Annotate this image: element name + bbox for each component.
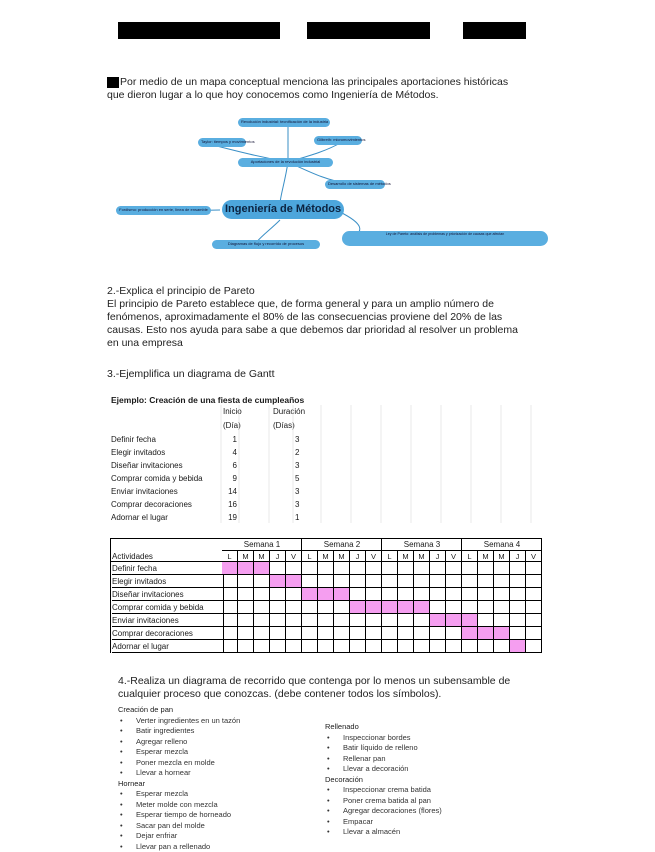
task-start: 14	[201, 487, 237, 496]
gantt-cell	[430, 601, 446, 614]
gantt-example-title: Ejemplo: Creación de una fiesta de cumpleaños	[111, 395, 304, 405]
gantt-cell	[334, 575, 350, 588]
gantt-cell	[238, 614, 254, 627]
gantt-cell	[398, 588, 414, 601]
gantt-week-separator	[541, 538, 542, 550]
gantt-cell	[398, 614, 414, 627]
q1-line1: Por medio de un mapa conceptual menciona las principales aportaciones históricas	[120, 76, 508, 88]
gantt-cell	[254, 588, 270, 601]
task-start: 19	[201, 513, 237, 522]
gantt-cell	[350, 575, 366, 588]
gantt-day-label: V	[286, 550, 302, 562]
gantt-cell	[270, 588, 286, 601]
gantt-day-label: L	[302, 550, 318, 562]
task-name: Diseñar invitaciones	[111, 461, 183, 470]
process-step: • Poner mezcla en molde	[118, 758, 318, 769]
gantt-cell	[414, 588, 430, 601]
gantt-cell	[414, 575, 430, 588]
q2-title: 2.-Explica el principio de Pareto	[107, 285, 255, 298]
gantt-cell	[318, 640, 334, 653]
task-name: Definir fecha	[111, 435, 156, 444]
concept-map	[110, 112, 550, 257]
gantt-bar-cell	[270, 575, 286, 588]
gantt-cell	[510, 614, 526, 627]
process-step-list	[325, 733, 525, 775]
gantt-cell	[350, 562, 366, 575]
gantt-cell	[446, 562, 462, 575]
gantt-cell	[398, 640, 414, 653]
gantt-cell	[318, 601, 334, 614]
task-name: Comprar comida y bebida	[111, 474, 203, 483]
task-start: 9	[201, 474, 237, 483]
gantt-cell	[494, 588, 510, 601]
process-step: • Sacar pan del molde	[118, 821, 318, 832]
gantt-cell	[398, 575, 414, 588]
gantt-cell	[494, 575, 510, 588]
gantt-bar-cell	[222, 562, 238, 575]
process-step: • Agregar decoraciones (flores)	[325, 806, 525, 817]
gantt-cell	[254, 601, 270, 614]
q4-title-1: 4.-Realiza un diagrama de recorrido que contenga por lo menos un subensamble de	[118, 675, 510, 688]
gantt-cell	[414, 614, 430, 627]
gantt-day-label: M	[478, 550, 494, 562]
process-step: • Meter molde con mezcla	[118, 800, 318, 811]
gantt-cell	[430, 588, 446, 601]
gantt-cell	[462, 575, 478, 588]
gantt-day-label: J	[270, 550, 286, 562]
gantt-day-label: M	[414, 550, 430, 562]
gantt-day-label: M	[494, 550, 510, 562]
gantt-cell	[302, 562, 318, 575]
gantt-day-label: J	[430, 550, 446, 562]
gantt-cell	[382, 575, 398, 588]
gantt-cell	[238, 627, 254, 640]
task-duration: 3	[295, 487, 299, 496]
q1-text	[120, 76, 508, 89]
gantt-cell	[510, 601, 526, 614]
q4-title-2: cualquier proceso que conozcas. (debe contener todos los símbolos).	[118, 688, 441, 701]
process-step: • Dejar enfriar	[118, 831, 318, 842]
gantt-day-label: M	[254, 550, 270, 562]
gantt-day-label: J	[510, 550, 526, 562]
gantt-cell	[398, 562, 414, 575]
gantt-bar-cell	[430, 614, 446, 627]
gantt-cell	[462, 601, 478, 614]
gantt-cell	[302, 575, 318, 588]
gantt-bar-cell	[318, 588, 334, 601]
gantt-day-label: V	[526, 550, 542, 562]
gantt-cell	[462, 640, 478, 653]
gantt-bar-cell	[494, 627, 510, 640]
gantt-day-label: M	[318, 550, 334, 562]
gantt-cell	[302, 627, 318, 640]
concept-node-gilbreth: Gilbreth: micromovimientos	[314, 136, 362, 145]
gantt-bar-cell	[414, 601, 430, 614]
gantt-cell	[526, 601, 542, 614]
gantt-bar-cell	[446, 614, 462, 627]
gantt-cell	[238, 588, 254, 601]
gantt-day-label: L	[222, 550, 238, 562]
col-inicio-unit: (Día)	[223, 421, 241, 430]
gantt-bar-cell	[302, 588, 318, 601]
concept-node-fordismo: Fordismo: producción en serie, línea de ensamble	[116, 206, 211, 215]
q2-body-1: El principio de Pareto establece que, de forma general y para un amplio número de	[107, 298, 494, 311]
gantt-cell	[446, 601, 462, 614]
col-duracion-header: Duración	[273, 407, 305, 416]
gantt-row-label: Definir fecha	[112, 562, 224, 575]
q2-body-2: fenómenos, aproximadamente el 80% de las consecuencias proviene del 20% de las	[107, 311, 502, 324]
gantt-cell	[318, 627, 334, 640]
gantt-cell	[350, 640, 366, 653]
gantt-row-label: Adornar el lugar	[112, 640, 224, 653]
gantt-cell	[334, 614, 350, 627]
gantt-cell	[270, 640, 286, 653]
gantt-bar-cell	[334, 588, 350, 601]
gantt-cell	[238, 601, 254, 614]
gantt-cell	[350, 627, 366, 640]
gantt-cell	[478, 588, 494, 601]
task-table-grid	[111, 405, 541, 523]
gantt-cell	[334, 562, 350, 575]
gantt-cell	[270, 601, 286, 614]
gantt-cell	[222, 601, 238, 614]
process-step: • Esperar mezcla	[118, 789, 318, 800]
gantt-cell	[222, 640, 238, 653]
gantt-cell	[526, 614, 542, 627]
gantt-cell	[510, 588, 526, 601]
process-step: • Esperar mezcla	[118, 747, 318, 758]
task-name: Elegir invitados	[111, 448, 165, 457]
gantt-cell	[446, 588, 462, 601]
process-step: • Rellenar pan	[325, 754, 525, 765]
gantt-week-label: Semana 3	[382, 539, 462, 550]
gantt-cell	[286, 627, 302, 640]
gantt-row-label: Diseñar invitaciones	[112, 588, 224, 601]
gantt-cell	[462, 588, 478, 601]
process-step: • Agregar relleno	[118, 737, 318, 748]
gantt-row-label: Comprar decoraciones	[112, 627, 224, 640]
gantt-bar-cell	[478, 627, 494, 640]
gantt-cell	[414, 562, 430, 575]
gantt-day-label: M	[334, 550, 350, 562]
gantt-cell	[270, 614, 286, 627]
gantt-chart	[110, 538, 542, 658]
gantt-cell	[510, 575, 526, 588]
gantt-cell	[398, 627, 414, 640]
gantt-cell	[318, 562, 334, 575]
task-duration: 3	[295, 461, 299, 470]
gantt-cell	[254, 575, 270, 588]
gantt-cell	[478, 562, 494, 575]
redacted-name-3	[463, 22, 526, 39]
gantt-bar-cell	[462, 627, 478, 640]
process-section-heading: Decoración	[325, 775, 525, 786]
gantt-cell	[286, 562, 302, 575]
gantt-cell	[238, 575, 254, 588]
gantt-week-label: Semana 4	[462, 539, 542, 550]
gantt-cell	[526, 575, 542, 588]
gantt-cell	[302, 614, 318, 627]
process-step: • Inspeccionar crema batida	[325, 785, 525, 796]
gantt-cell	[286, 640, 302, 653]
concept-node-pareto: Ley de Pareto: análisis de problemas y priorización de causas que afectan	[342, 231, 548, 246]
gantt-cell	[286, 614, 302, 627]
gantt-day-label: L	[382, 550, 398, 562]
gantt-cell	[270, 562, 286, 575]
col-inicio-header: Inicio	[223, 407, 242, 416]
process-step-list	[118, 789, 318, 852]
gantt-cell	[510, 562, 526, 575]
concept-node-center: Ingeniería de Métodos	[222, 200, 344, 219]
gantt-cell	[494, 614, 510, 627]
gantt-cell	[366, 614, 382, 627]
process-step: • Inspeccionar bordes	[325, 733, 525, 744]
gantt-cell	[254, 640, 270, 653]
process-step-list	[118, 716, 318, 779]
redacted-name-2	[307, 22, 430, 39]
concept-node-revolucion: Revolución industrial: tecnificación de la industria	[238, 118, 330, 127]
gantt-bar-cell	[254, 562, 270, 575]
gantt-cell	[238, 640, 254, 653]
gantt-cell	[430, 640, 446, 653]
gantt-bar-cell	[350, 601, 366, 614]
gantt-cell	[318, 614, 334, 627]
process-section-heading: Hornear	[118, 779, 318, 790]
process-step: • Llevar a decoración	[325, 764, 525, 775]
gantt-cell	[302, 601, 318, 614]
process-step: • Verter ingredientes en un tazón	[118, 716, 318, 727]
gantt-cell	[254, 627, 270, 640]
concept-node-diagramas: Diagramas de flujo y recorrido de procesos	[212, 240, 320, 249]
gantt-cell	[222, 588, 238, 601]
gantt-cell	[366, 627, 382, 640]
gantt-activities-header: Actividades	[112, 550, 153, 563]
gantt-week-label: Semana 1	[222, 539, 302, 550]
gantt-bar-cell	[510, 640, 526, 653]
gantt-cell	[446, 575, 462, 588]
task-name: Comprar decoraciones	[111, 500, 192, 509]
gantt-cell	[526, 588, 542, 601]
process-step: • Batir líquido de relleno	[325, 743, 525, 754]
gantt-cell	[270, 627, 286, 640]
gantt-cell	[334, 601, 350, 614]
gantt-day-label: M	[238, 550, 254, 562]
gantt-row-label: Enviar invitaciones	[112, 614, 224, 627]
gantt-cell	[334, 627, 350, 640]
process-step: • Llevar a hornear	[118, 768, 318, 779]
gantt-cell	[222, 627, 238, 640]
concept-node-sistemas: Desarrollo de sistemas de métodos	[325, 180, 385, 189]
gantt-cell	[430, 627, 446, 640]
gantt-cell	[302, 640, 318, 653]
gantt-bar-cell	[462, 614, 478, 627]
q4-left-column	[118, 705, 318, 852]
process-section-heading: Creación de pan	[118, 705, 318, 716]
gantt-cell	[414, 640, 430, 653]
gantt-cell	[382, 562, 398, 575]
col-duracion-unit: (Días)	[273, 421, 295, 430]
task-duration: 5	[295, 474, 299, 483]
gantt-bar-cell	[366, 601, 382, 614]
q2-body-3: causas. Esto nos ayuda para sabe a que debemos dar prioridad al resolver un problema	[107, 324, 518, 337]
process-step: • Poner crema batida al pan	[325, 796, 525, 807]
gantt-cell	[222, 575, 238, 588]
gantt-cell	[478, 614, 494, 627]
gantt-cell	[494, 601, 510, 614]
gantt-week-label: Semana 2	[302, 539, 382, 550]
gantt-cell	[526, 627, 542, 640]
q3-title: 3.-Ejemplifica un diagrama de Gantt	[107, 368, 275, 381]
question-number-redacted	[107, 77, 119, 88]
process-step: • Esperar tiempo de horneado	[118, 810, 318, 821]
gantt-cell	[462, 562, 478, 575]
gantt-cell	[430, 575, 446, 588]
q1-text-2	[107, 89, 439, 102]
gantt-cell	[350, 588, 366, 601]
task-duration: 3	[295, 500, 299, 509]
gantt-cell	[222, 614, 238, 627]
process-step: • Llevar a almacén	[325, 827, 525, 838]
gantt-bar-cell	[398, 601, 414, 614]
gantt-cell	[526, 640, 542, 653]
gantt-day-label: M	[398, 550, 414, 562]
gantt-cell	[494, 562, 510, 575]
gantt-cell	[446, 627, 462, 640]
gantt-row-label: Comprar comida y bebida	[112, 601, 224, 614]
gantt-cell	[334, 640, 350, 653]
q4-right-column	[325, 722, 525, 838]
task-duration: 2	[295, 448, 299, 457]
redacted-name-1	[118, 22, 280, 39]
process-step: • Batir ingredientes	[118, 726, 318, 737]
gantt-cell	[430, 562, 446, 575]
gantt-bar-cell	[238, 562, 254, 575]
gantt-cell	[414, 627, 430, 640]
task-name: Adornar el lugar	[111, 513, 168, 522]
gantt-cell	[478, 601, 494, 614]
q1-line2: que dieron lugar a lo que hoy conocemos como Ingeniería de Métodos.	[107, 89, 439, 101]
task-name: Enviar invitaciones	[111, 487, 178, 496]
gantt-cell	[366, 640, 382, 653]
process-step: • Llevar pan a rellenado	[118, 842, 318, 852]
task-duration: 3	[295, 435, 299, 444]
q2-body-4: en una empresa	[107, 337, 183, 350]
task-start: 16	[201, 500, 237, 509]
gantt-day-label: V	[446, 550, 462, 562]
gantt-cell	[366, 575, 382, 588]
gantt-day-label: J	[350, 550, 366, 562]
gantt-cell	[366, 562, 382, 575]
task-duration: 1	[295, 513, 299, 522]
process-step-list	[325, 785, 525, 838]
gantt-cell	[286, 601, 302, 614]
gantt-cell	[446, 640, 462, 653]
gantt-cell	[366, 588, 382, 601]
gantt-bar-cell	[286, 575, 302, 588]
gantt-cell	[478, 640, 494, 653]
gantt-cell	[382, 640, 398, 653]
gantt-cell	[382, 627, 398, 640]
gantt-cell	[286, 588, 302, 601]
gantt-day-label: V	[366, 550, 382, 562]
task-start: 1	[201, 435, 237, 444]
process-step: • Empacar	[325, 817, 525, 828]
gantt-cell	[382, 614, 398, 627]
gantt-bar-cell	[382, 601, 398, 614]
gantt-cell	[254, 614, 270, 627]
gantt-cell	[318, 575, 334, 588]
task-start: 4	[201, 448, 237, 457]
task-start: 6	[201, 461, 237, 470]
concept-node-aportaciones: Aportaciones de la revolución industrial	[238, 158, 333, 167]
gantt-cell	[510, 627, 526, 640]
gantt-cell	[478, 575, 494, 588]
gantt-row-label: Elegir invitados	[112, 575, 224, 588]
gantt-cell	[350, 614, 366, 627]
concept-node-taylor: Taylor: tiempos y movimientos	[198, 138, 246, 147]
gantt-day-label: L	[462, 550, 478, 562]
gantt-cell	[382, 588, 398, 601]
gantt-cell	[526, 562, 542, 575]
process-section-heading: Rellenado	[325, 722, 525, 733]
gantt-cell	[494, 640, 510, 653]
